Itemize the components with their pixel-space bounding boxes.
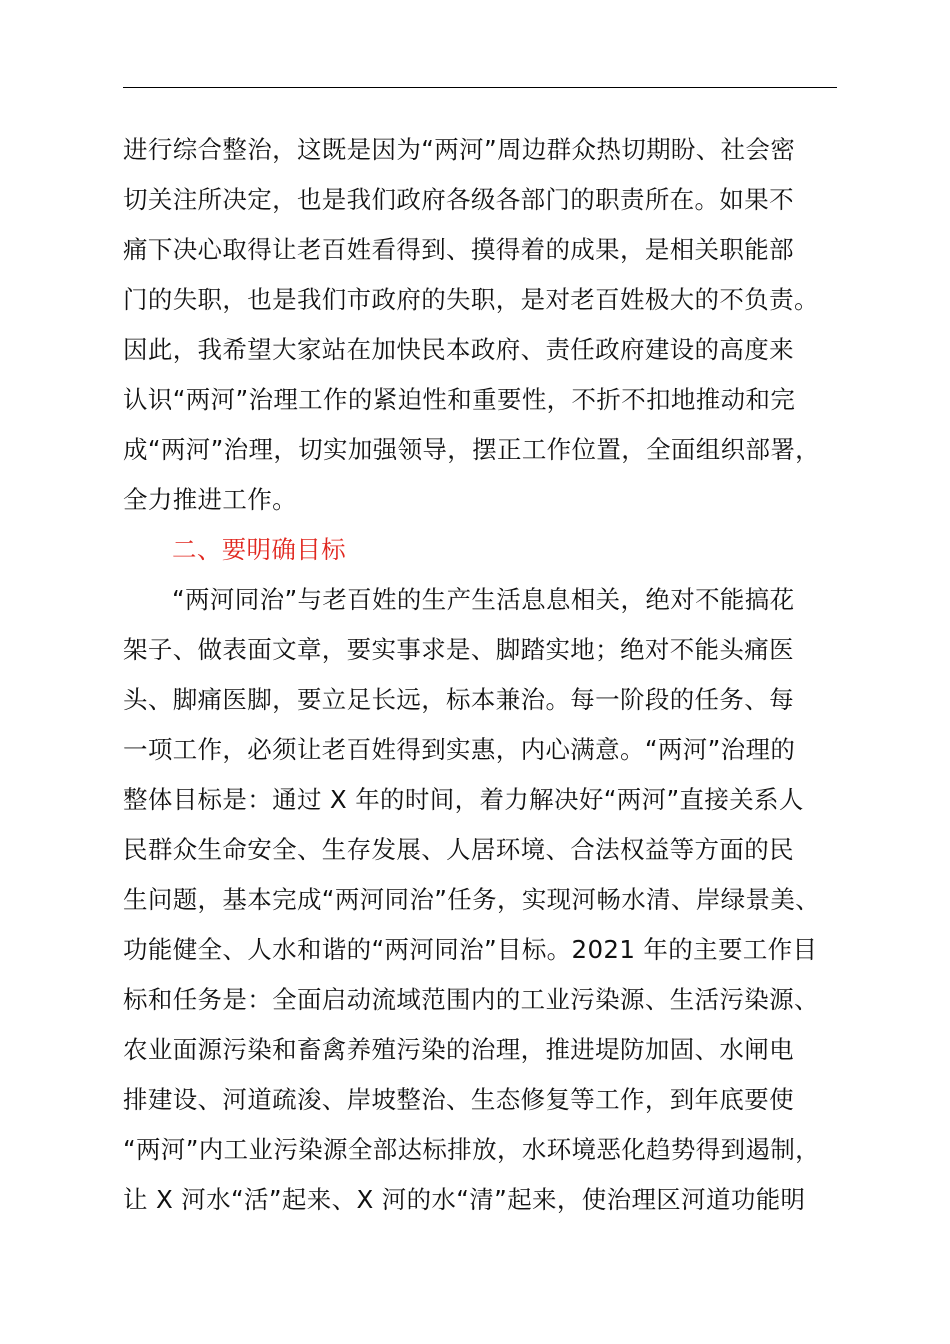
paragraph-line: 整体目标是：通过 X 年的时间，着力解决好“两河”直接关系人 <box>123 785 804 814</box>
paragraph-line: “两河”内工业污染源全部达标排放，水环境恶化趋势得到遏制， <box>123 1135 821 1164</box>
paragraph-line: 全力推进工作。 <box>123 485 297 514</box>
paragraph-line: 认识“两河”治理工作的紧迫性和重要性，不折不扣地推动和完 <box>123 385 796 414</box>
paragraph-line: 排建设、河道疏浚、岸坡整治、生态修复等工作，到年底要使 <box>123 1085 794 1114</box>
paragraph-line: 头、脚痛医脚，要立足长远，标本兼治。每一阶段的任务、每 <box>123 685 794 714</box>
paragraph-line: 门的失职，也是我们市政府的失职，是对老百姓极大的不负责。 <box>123 285 819 314</box>
paragraph-line: 功能健全、人水和谐的“两河同治”目标。2021 年的主要工作目 <box>123 935 818 964</box>
header-rule <box>123 87 837 88</box>
section-heading: 二、要明确目标 <box>172 535 346 564</box>
paragraph-line: 标和任务是：全面启动流域范围内的工业污染源、生活污染源、 <box>123 985 819 1014</box>
paragraph-line: 农业面源污染和畜禽养殖污染的治理，推进堤防加固、水闸电 <box>123 1035 794 1064</box>
paragraph-line: 痛下决心取得让老百姓看得到、摸得着的成果，是相关职能部 <box>123 235 794 264</box>
paragraph-line: 生问题，基本完成“两河同治”任务，实现河畅水清、岸绿景美、 <box>123 885 821 914</box>
paragraph-line: 让 X 河水“活”起来、X 河的水“清”起来，使治理区河道功能明 <box>123 1185 806 1214</box>
paragraph-line: “两河同治”与老百姓的生产生活息息相关，绝对不能搞花 <box>172 585 795 614</box>
paragraph-line: 一项工作，必须让老百姓得到实惠，内心满意。“两河”治理的 <box>123 735 796 764</box>
body-text <box>123 125 863 1225</box>
paragraph-line: 因此，我希望大家站在加快民本政府、责任政府建设的高度来 <box>123 335 794 364</box>
paragraph-line: 切关注所决定，也是我们政府各级各部门的职责所在。如果不 <box>123 185 794 214</box>
paragraph-line: 成“两河”治理，切实加强领导，摆正工作位置，全面组织部署， <box>123 435 821 464</box>
paragraph-line: 进行综合整治，这既是因为“两河”周边群众热切期盼、社会密 <box>123 135 796 164</box>
paragraph-line: 架子、做表面文章，要实事求是、脚踏实地；绝对不能头痛医 <box>123 635 794 664</box>
paragraph-line: 民群众生命安全、生存发展、人居环境、合法权益等方面的民 <box>123 835 794 864</box>
